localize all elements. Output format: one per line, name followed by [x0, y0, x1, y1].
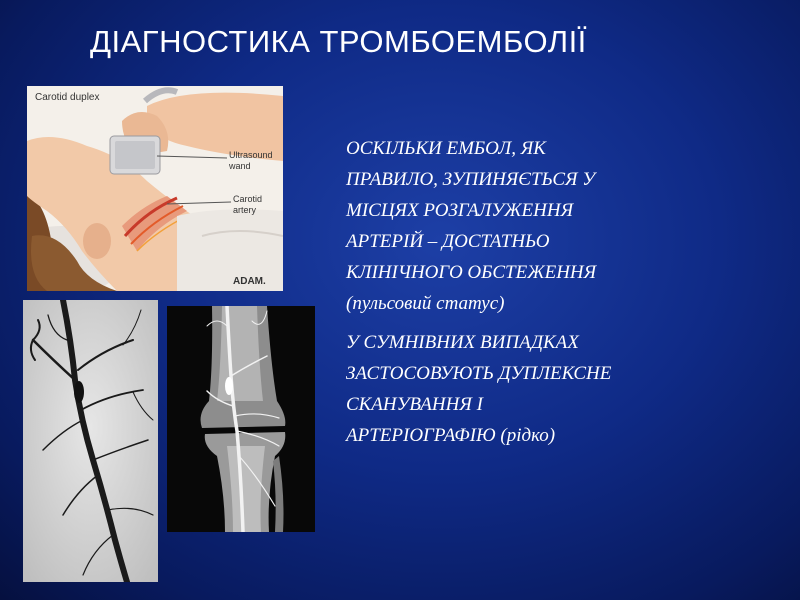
carotid-duplex-illustration: [27, 86, 283, 291]
knee-arteriogram-image: [167, 306, 315, 532]
duplex-heading: Carotid duplex: [35, 92, 100, 103]
label-ultrasound-wand: [229, 150, 273, 172]
angiogram-image: [23, 300, 158, 582]
text-line: ОСКІЛЬКИ ЕМБОЛ, ЯК: [346, 138, 546, 159]
text-line: КЛІНІЧНОГО ОБСТЕЖЕННЯ: [346, 262, 597, 283]
paragraph-duplex-angiography: [346, 327, 786, 451]
label-wand-line-2: wand: [229, 161, 251, 171]
text-line: АРТЕРІЙ – ДОСТАТНЬО: [346, 231, 550, 252]
text-line: (пульсовий статус): [346, 293, 505, 314]
label-artery-line-1: Carotid: [233, 194, 263, 204]
text-line: ПРАВИЛО, ЗУПИНЯЄТЬСЯ У: [346, 169, 596, 190]
text-line: ЗАСТОСОВУЮТЬ ДУПЛЕКСНЕ: [346, 363, 612, 384]
angiogram-drawing: [23, 300, 158, 582]
text-line: У СУМНІВНИХ ВИПАДКАХ: [346, 332, 579, 353]
carotid-duplex-drawing: [27, 86, 283, 291]
paragraph-clinical-exam: [346, 133, 786, 319]
label-artery-line-2: artery: [233, 205, 257, 215]
knee-arteriogram-drawing: [167, 306, 315, 532]
slide-title: ДІАГНОСТИКА ТРОМБОЕМБОЛІЇ: [90, 24, 587, 59]
label-carotid-artery: [233, 194, 262, 216]
label-wand-line-1: Ultrasound: [229, 150, 273, 160]
text-line: СКАНУВАННЯ І: [346, 394, 483, 415]
slide-body-text: [346, 133, 786, 451]
text-line: АРТЕРІОГРАФІЮ (рідко): [346, 425, 556, 446]
text-line: МІСЦЯХ РОЗГАЛУЖЕННЯ: [346, 200, 574, 221]
adam-credit: ADAM.: [233, 276, 266, 287]
